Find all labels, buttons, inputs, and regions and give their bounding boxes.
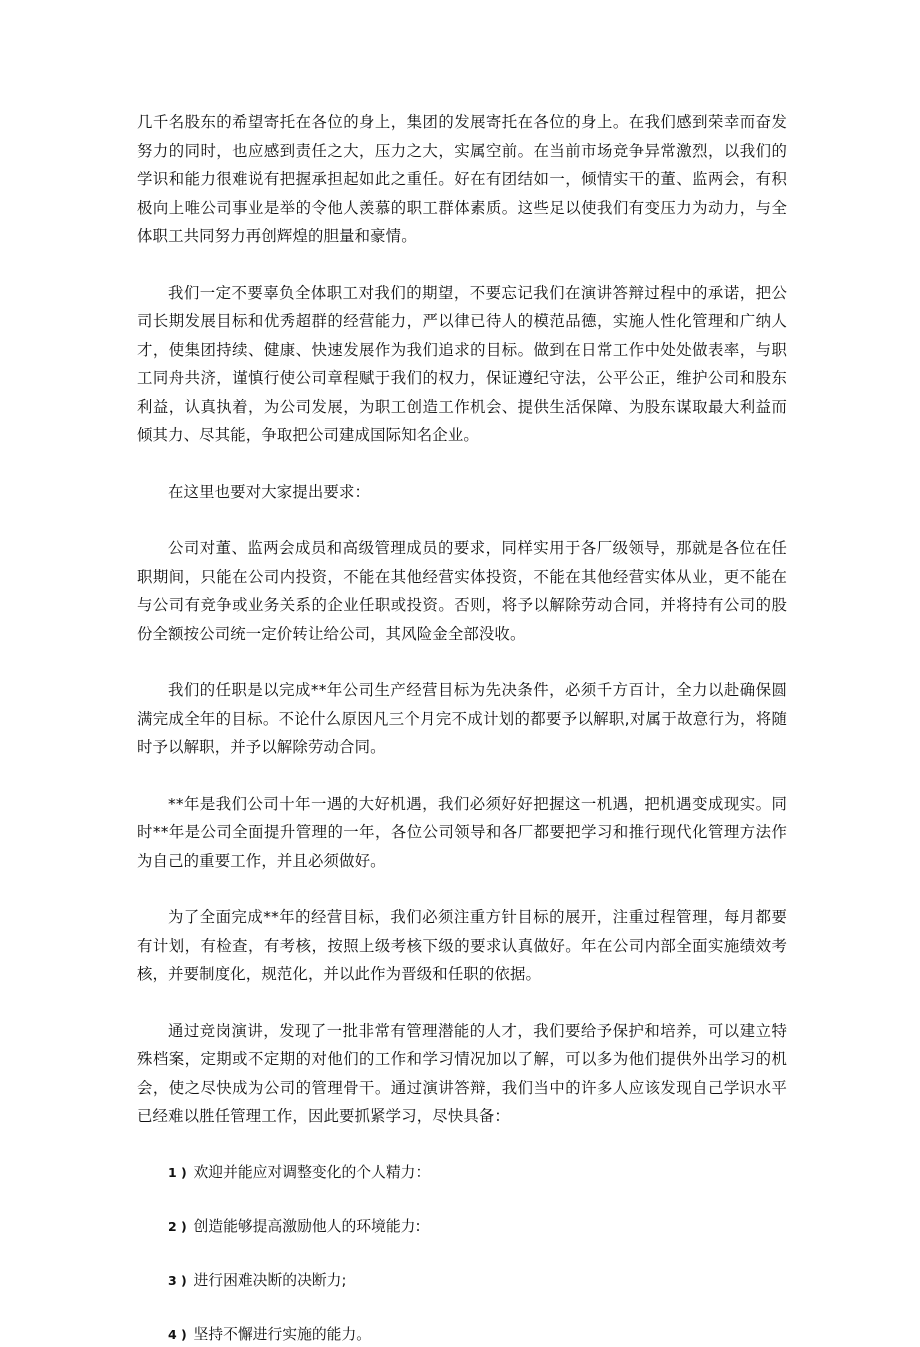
list-item-text: 进行困难决断的决断力; — [193, 1271, 347, 1289]
paragraph-spacer — [137, 875, 787, 903]
list-item-number: 3 ) — [168, 1272, 187, 1288]
paragraph-commitment: 我们一定不要辜负全体职工对我们的期望，不要忘记我们在演讲答辩过程中的承诺，把公司长期发展目标和优秀超群的经营能力，严以律已待人的模范品德，实施人性化管理和广纳人才，使集团持续、健康、快速发展作为我们追求的目标。做到在日常工作中处处做表率，与职工同舟共济，谨慎行使公司章程赋于我们的权力，保证遵纪守法，公平公正，维护公司和股东利益，认真执着，为公司发展，为职工创造工作机会、提供生活保障、为股东谋取最大利益而倾其力、尽其能，争取把公司建成国际知名企业。 — [137, 283, 787, 444]
list-spacer — [137, 1185, 787, 1215]
list-item-number: 2 ) — [168, 1218, 187, 1234]
paragraph-spacer — [137, 450, 787, 478]
list-spacer — [137, 1131, 787, 1161]
paragraph-spacer — [137, 648, 787, 676]
paragraph-opportunity: **年是我们公司十年一遇的大好机遇，我们必须好好把握这一机遇，把机遇变成现实。同时**年是公司全面提升管理的一年，各位公司领导和各厂都要把学习和推行现代化管理方法作为自己的重要工作，并且必须做好。 — [137, 794, 787, 870]
list-item-text: 欢迎并能应对调整变化的个人精力： — [193, 1163, 431, 1181]
list-item — [137, 1269, 787, 1293]
paragraph-shareholders-hope: 几千名股东的希望寄托在各位的身上，集团的发展寄托在各位的身上。在我们感到荣幸而奋发努力的同时，也应感到责任之大，压力之大，实属空前。在当前市场竞争异常激烈，以我们的学识和能力很难说有把握承担起如此之重任。好在有团结如一，倾情实干的董、监两会，有积极向上唯公司事业是举的令他人羡慕的职工群体素质。这些足以使我们有变压力为动力，与全体职工共同努力再创辉煌的胆量和豪情。 — [137, 113, 787, 245]
paragraph-management-goals: 为了全面完成**年的经营目标，我们必须注重方针目标的展开，注重过程管理，每月都要有计划，有检查，有考核，按照上级考核下级的要求认真做好。年在公司内部全面实施绩效考核，并要制度化，规范化，并以此作为晋级和任职的依据。 — [137, 908, 787, 983]
list-item — [137, 1215, 787, 1239]
list-item-text: 坚持不懈进行实施的能力。 — [193, 1325, 372, 1343]
paragraph-spacer — [137, 251, 787, 279]
list-item — [137, 1323, 787, 1347]
paragraph-requirements-intro: 在这里也要对大家提出要求： — [168, 482, 371, 501]
paragraph-spacer — [137, 762, 787, 790]
ability-list — [137, 1161, 787, 1347]
list-spacer — [137, 1293, 787, 1323]
paragraph-investment-rules: 公司对董、监两会成员和高级管理成员的要求，同样实用于各厂级领导，那就是各位在任职期间，只能在公司内投资，不能在其他经营实体投资，不能在其他经营实体从业，更不能在与公司有竞争或业务关系的企业任职或投资。否则，将予以解除劳动合同，并将持有公司的股份全额按公司统一定价转让给公司，其风险金全部没收。 — [137, 539, 787, 643]
paragraph-spacer — [137, 989, 787, 1017]
list-item-number: 1 ) — [168, 1164, 187, 1180]
document-body — [137, 108, 787, 1347]
list-item-text: 创造能够提高激励他人的环境能力: — [193, 1217, 421, 1235]
paragraph-spacer — [137, 506, 787, 534]
list-item — [137, 1161, 787, 1185]
list-spacer — [137, 1239, 787, 1269]
paragraph-annual-target: 我们的任职是以完成**年公司生产经营目标为先决条件，必须千方百计，全力以赴确保圆满完成全年的目标。不论什么原因凡三个月完不成计划的都要予以解职,对属于故意行为，将随时予以解职，并予以解除劳动合同。 — [137, 681, 787, 756]
paragraph-talent-development: 通过竞岗演讲，发现了一批非常有管理潜能的人才，我们要给予保护和培养，可以建立特殊档案，定期或不定期的对他们的工作和学习情况加以了解，可以多为他们提供外出学习的机会，使之尽快成为公司的管理骨干。通过演讲答辩，我们当中的许多人应该发现自己学识水平已经难以胜任管理工作，因此要抓紧学习，尽快具备： — [137, 1021, 787, 1125]
list-item-number: 4 ) — [168, 1326, 187, 1342]
